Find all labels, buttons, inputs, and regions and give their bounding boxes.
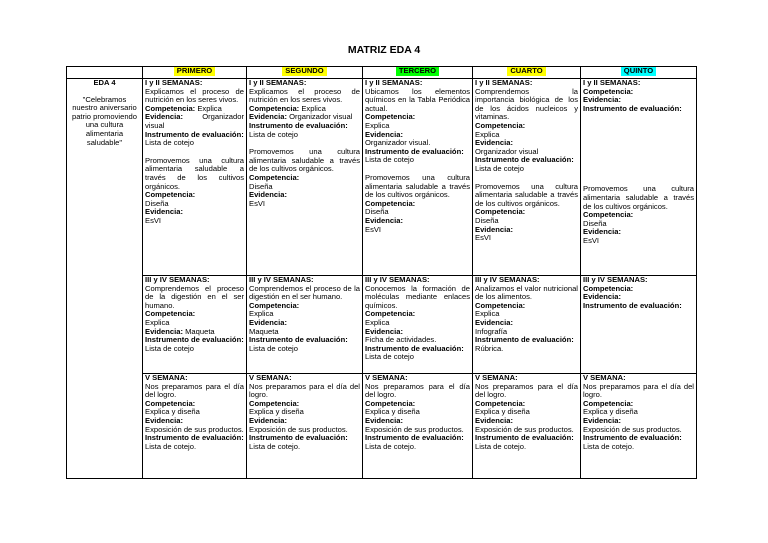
cell [363,374,473,479]
field-text: EsVI [145,215,162,225]
field-label: Instrumento de evaluación: [145,335,244,345]
cell-heading: I y II SEMANAS: [583,78,641,87]
cell [143,276,247,374]
field-text: Nos preparamos para el día del logro. [475,381,578,400]
field-label: Instrumento de evaluación: [475,335,574,345]
cell-heading: III y IV SEMANAS: [583,275,648,284]
cell [581,276,697,374]
field-label: Competencia: [145,309,196,319]
field-label: Competencia: [475,207,526,217]
cell [363,276,473,374]
field-text: Explica y diseña [145,407,200,417]
header-cuarto [473,67,581,79]
field-text: Nos preparamos para el día del logro. [365,381,470,400]
field-label: Competencia: Explica [249,103,326,113]
field-label: Evidencia: [583,292,621,302]
field-text: EsVI [475,233,492,243]
field-text: Exposición de sus productos. [249,424,348,434]
field-text: Comprendemos el proceso de la digestión en el ser humano. [249,283,360,302]
field-text: Exposición de sus productos. [475,424,574,434]
header-row [67,67,697,79]
field-label: Competencia: [145,190,196,200]
field-label: Evidencia: Organizador visual [145,112,244,130]
field-label: Evidencia: [475,138,513,148]
field-label: Competencia: [145,398,196,408]
cell [473,374,581,479]
spacer [583,167,694,176]
field-label: Competencia: [249,300,300,310]
field-text: Maqueta [249,326,279,336]
field-text: Analizamos el valor nutricional de los alimentos. [475,283,578,302]
table-row [67,79,697,276]
field-text: Explica [475,309,500,319]
spacer [583,149,694,158]
field-text: Organizador visual [475,146,539,156]
field-label: Instrumento de evaluación: [475,155,574,165]
page-title: MATRIZ EDA 4 [347,44,421,56]
grade-label: PRIMERO [174,67,215,76]
field-label: Instrumento de evaluación: [365,433,464,443]
field-text: Lista de cotejo [145,343,194,353]
cell [581,79,697,276]
cell-heading: III y IV SEMANAS: [365,275,430,284]
cell [143,374,247,479]
field-text: Conocemos la formación de moléculas mediante enlaces químicos. [365,283,470,310]
field-label: Instrumento de evaluación: [249,120,348,130]
field-text: Explica y diseña [583,407,638,417]
field-label: Evidencia: [475,317,513,327]
field-text: Diseña [249,181,273,191]
header-segundo [247,67,363,79]
field-text: EsVI [249,198,266,208]
field-label: Evidencia: [365,415,403,425]
field-text: Promovemos una cultura alimentaria saludable a través de los cultivos orgánicos. [583,184,694,211]
field-text: Lista de cotejo. [583,441,635,451]
eda-name: EDA 4 [93,78,116,87]
cell-heading: I y II SEMANAS: [365,78,423,87]
cell [473,276,581,374]
field-text: Exposición de sus productos. [583,424,682,434]
cell-heading: V SEMANA: [583,373,626,382]
table-row [67,276,697,374]
field-label: Evidencia: [145,207,183,217]
field-label: Evidencia: [365,326,403,336]
field-label: Competencia: [583,210,634,220]
field-text: Explica y diseña [365,407,420,417]
field-text: Lista de cotejo [365,155,414,165]
grade-label: TERCERO [396,67,439,76]
field-label: Competencia: [583,86,634,96]
field-label: Instrumento de evaluación: [365,146,464,156]
field-label: Evidencia: [475,415,513,425]
field-label: Instrumento de evaluación: [583,433,682,443]
field-label: Evidencia: Organizador visual [249,112,353,122]
field-label: Instrumento de evaluación: [583,300,682,310]
cell [247,276,363,374]
field-text: Explicamos el proceso de nutrición en los seres vivos. [145,86,244,105]
field-text: Explicamos el proceso de nutrición en los seres vivos. [249,86,360,105]
field-label: Evidencia: [365,215,403,225]
field-label: Evidencia: [249,415,287,425]
cell-heading: V SEMANA: [249,373,292,382]
field-label: Instrumento de evaluación: [583,103,682,113]
cell-heading: V SEMANA: [475,373,518,382]
cell-heading: III y IV SEMANAS: [249,275,314,284]
field-label: Competencia: [249,172,300,182]
spacer [583,158,694,167]
spacer [583,122,694,131]
field-label: Instrumento de evaluación: [249,335,348,345]
header-corner [67,67,143,79]
field-text: Explica [145,317,170,327]
field-label: Instrumento de evaluación: [145,129,244,139]
field-text: Lista de cotejo [249,343,298,353]
field-text: Explica [365,120,390,130]
field-label: Competencia: [583,283,634,293]
cell [247,374,363,479]
field-label: Instrumento de evaluación: [145,433,244,443]
field-label: Competencia: [475,300,526,310]
field-text: Rúbrica. [475,343,504,353]
spacer [583,131,694,140]
field-text: EsVI [583,235,600,245]
field-label: Evidencia: [475,224,513,234]
field-text: Ficha de actividades. [365,335,437,345]
field-label: Instrumento de evaluación: [249,433,348,443]
field-label: Instrumento de evaluación: [365,343,464,353]
field-text: Lista de cotejo. [249,441,301,451]
eda-description: "Celebramos nuestro aniversario patrio promoviendo una cultura alimentaria saludable" [71,94,137,147]
field-label: Competencia: [365,112,416,122]
table-row [67,374,697,479]
spacer [583,113,694,122]
field-text: Lista de cotejo. [365,441,417,451]
field-label: Evidencia: [583,227,621,237]
field-label: Evidencia: [145,415,183,425]
cell [363,79,473,276]
field-text: Lista de cotejo [475,163,524,173]
field-label: Evidencia: [583,415,621,425]
field-text: Nos preparamos para el día del logro. [249,381,360,400]
field-text: Nos preparamos para el día del logro. [145,381,244,400]
field-text: Lista de cotejo. [475,441,527,451]
field-label: Competencia: [365,198,416,208]
field-label: Evidencia: [365,129,403,139]
cell-heading: V SEMANA: [365,373,408,382]
field-label: Instrumento de evaluación: [475,433,574,443]
field-label: Competencia: Explica [145,103,222,113]
header-primero [143,67,247,79]
field-label: Competencia: [583,398,634,408]
spacer [583,140,694,149]
field-text: Lista de cotejo. [145,441,197,451]
cell-heading: I y II SEMANAS: [249,78,307,87]
field-text: Organizador visual. [365,138,431,148]
header-tercero [363,67,473,79]
field-text: Comprendemos el proceso de la digestión en el ser humano. [145,283,244,310]
field-text: Promovemos una cultura alimentaria saludable a través de los cultivos orgánicos. [475,181,578,208]
cell-heading: III y IV SEMANAS: [475,275,540,284]
field-text: Diseña [475,215,499,225]
cell-heading: I y II SEMANAS: [475,78,533,87]
cell-heading: I y II SEMANAS: [145,78,203,87]
field-label: Competencia: [365,398,416,408]
cell-heading: V SEMANA: [145,373,188,382]
field-text: Ubicamos los elementos químicos en la Tabla Periódica actual. [365,86,470,113]
field-text: Promovemos una cultura alimentaria saludable a través de los cultivos orgánicos. [249,147,360,174]
grade-label: QUINTO [621,67,656,76]
field-text: Diseña [145,198,169,208]
field-text: Diseña [583,218,607,228]
field-text: Explica [475,129,500,139]
field-text: Nos preparamos para el día del logro. [583,381,694,400]
field-text: Explica [249,309,274,319]
field-text: EsVI [365,224,382,234]
cell [247,79,363,276]
cell [143,79,247,276]
field-label: Evidencia: Maqueta [145,326,215,336]
eda-cell [67,79,143,479]
field-label: Competencia: [249,398,300,408]
field-text: Exposición de sus productos. [145,424,244,434]
field-text: Diseña [365,207,389,217]
field-label: Competencia: [365,309,416,319]
field-text: Explica y diseña [475,407,530,417]
grade-label: SEGUNDO [282,67,326,76]
field-text: Promovemos una cultura alimentaria saludable a través de los cultivos orgánicos. [145,155,244,191]
header-quinto [581,67,697,79]
field-text: Infografía [475,326,508,336]
field-text: Promovemos una cultura alimentaria saludable a través de los cultivos orgánicos. [365,172,470,200]
field-text: Exposición de sus productos. [365,424,464,434]
field-label: Evidencia: [249,190,287,200]
field-label: Competencia: [475,120,526,130]
field-text: Explica y diseña [249,407,304,417]
cell [581,374,697,479]
field-text: Explica [365,317,390,327]
field-text: Comprendemos la importancia biológica de los de los ácidos nucleicos y vitaminas. [475,86,578,122]
field-label: Evidencia: [583,95,621,105]
field-text: Lista de cotejo [249,129,298,139]
field-label: Competencia: [475,398,526,408]
cell-heading: III y IV SEMANAS: [145,275,210,284]
cell [473,79,581,276]
field-text: Lista de cotejo [145,138,194,148]
field-text: Lista de cotejo [365,352,414,362]
eda-matrix-table [66,66,697,479]
grade-label: CUARTO [507,67,545,76]
field-label: Evidencia: [249,317,287,327]
